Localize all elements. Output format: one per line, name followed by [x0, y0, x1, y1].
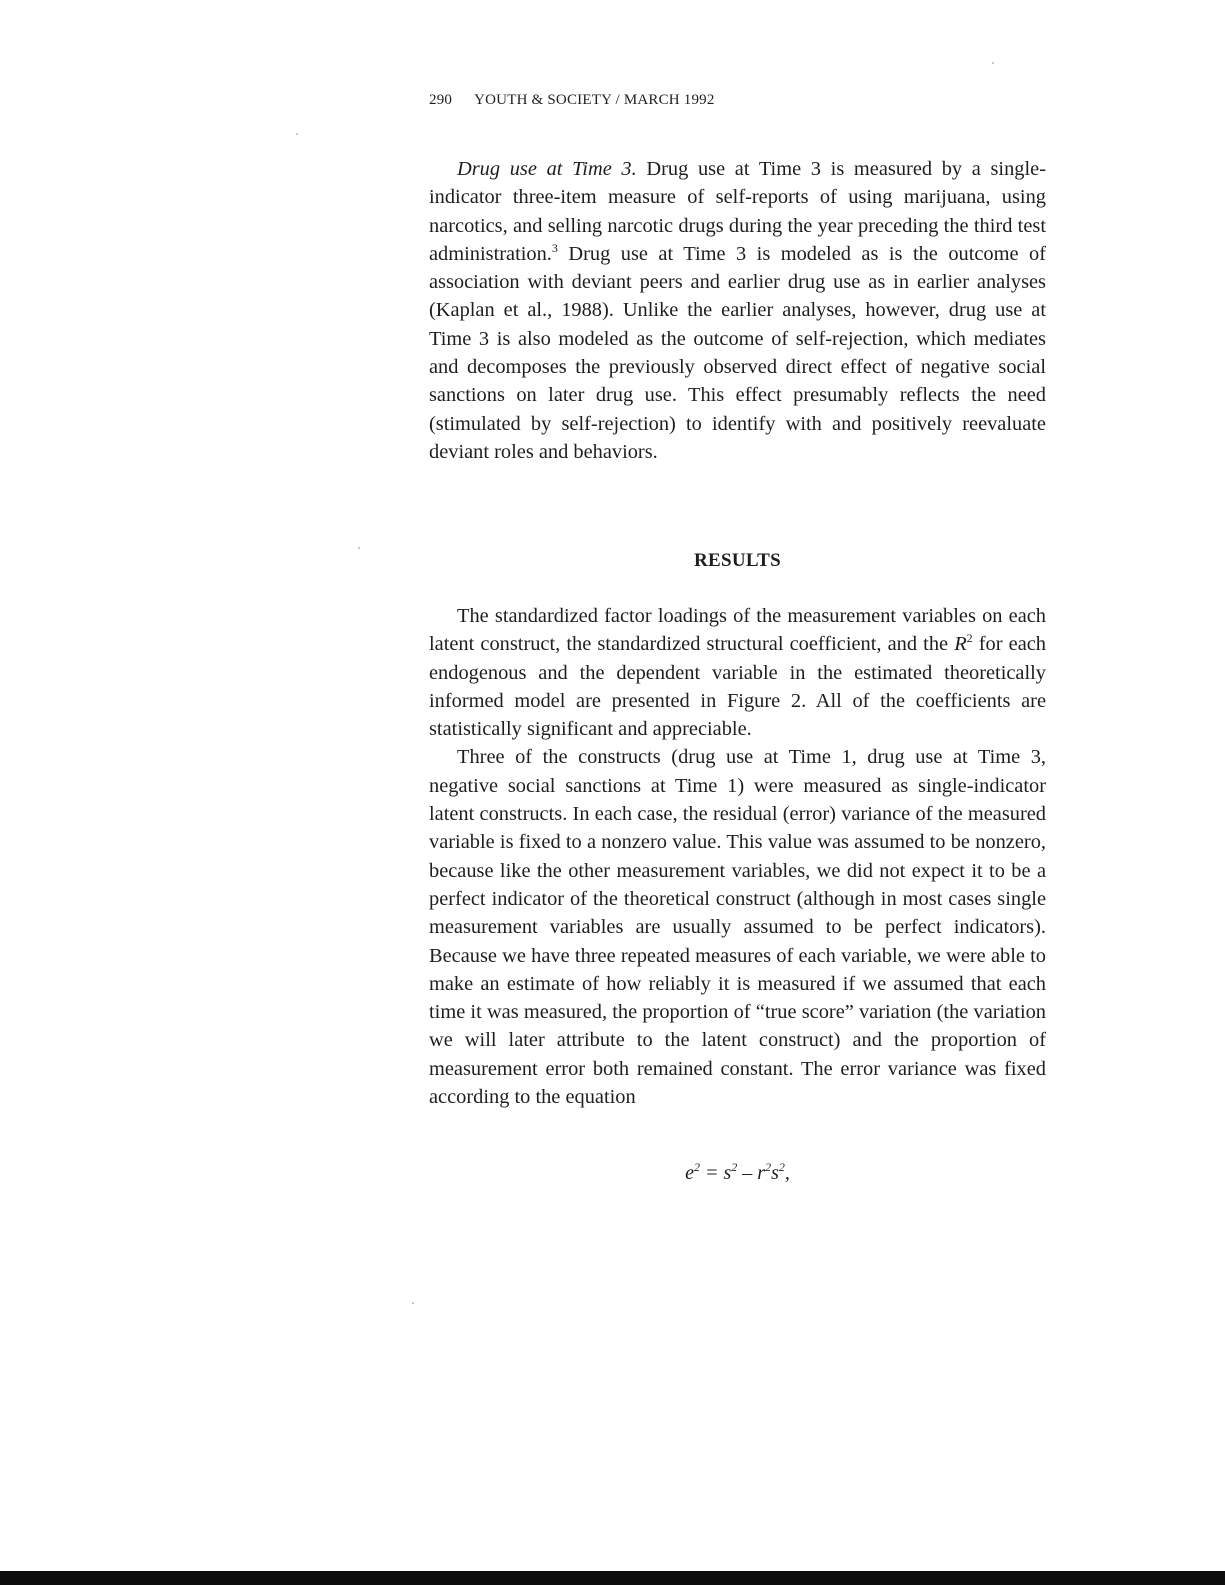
eq-r: r: [757, 1162, 766, 1184]
results-section: [429, 602, 1046, 1111]
eq-s: s: [723, 1162, 732, 1184]
eq-exp: 2: [765, 1160, 772, 1174]
r-symbol: R: [954, 633, 967, 656]
eq-exp: 2: [778, 1160, 785, 1174]
run-in-heading: Drug use at Time 3.: [457, 158, 637, 180]
results-paragraph-2: Three of the constructs (drug use at Time 1, drug use at Time 3, negative social sanctions at Time 1) were measured as single-indicator latent constructs. In each case, the residual (error) variance of the measured variable is fixed to a nonzero value. This value was assumed to be nonzero, because like the other measurement variables, we did not expect it to be a perfect indicator of the theoretical construct (although in most cases single measurement variables are usually assumed to be perfect indicators). Because we have three repeated measures of each variable, we were able to make an estimate of how reliably it is measured if we assumed that each time it was measured, the proportion of “true score” variation (the variation we will later attribute to the latent construct) and the proportion of measurement error both remained constant. The error variance was fixed according to the equation: [429, 746, 1046, 1109]
eq-minus: –: [737, 1162, 758, 1184]
paragraph-text: Drug use at Time 3 is measured by a single-indicator three-item measure of self-reports of using marijuana, using narcotics, and selling narcotic drugs during the year preceding the third test administration.: [429, 158, 1046, 265]
scan-edge-bar: [0, 1571, 1225, 1585]
eq-exp: 2: [694, 1160, 700, 1174]
results-heading: RESULTS: [694, 550, 781, 571]
running-head: [429, 92, 715, 109]
page-number: 290: [429, 92, 453, 108]
paragraph-text: for each endogenous and the dependent variable in the estimated theoretically informed model are presented in Figure 2. All of the coefficients are statistically significant and appreciable.: [429, 633, 1046, 741]
eq-e: e: [685, 1162, 694, 1184]
r-exponent: 2: [966, 631, 973, 646]
eq-exp: 2: [731, 1160, 738, 1174]
scan-speck: [412, 1302, 414, 1304]
eq-s: s: [771, 1162, 779, 1184]
eq-equals: =: [700, 1162, 724, 1184]
paragraph-text: The standardized factor loadings of the measurement variables on each latent construct, the standardized structural coefficient, and the: [429, 605, 1046, 656]
paragraph-text: Drug use at Time 3 is modeled as is the outcome of association with deviant peers and earlier drug use as in earlier analyses (Kaplan et al., 1988). Unlike the earlier analyses, however, drug use at Time 3 is also modeled as the outcome of self-rejection, which mediates and decomposes the previously observed direct effect of negative social sanctions on later drug use. This effect presumably reflects the need (stimulated by self-rejection) to identify with and positively reevaluate deviant roles and behaviors.: [429, 242, 1046, 463]
journal-title: YOUTH & SOCIETY / MARCH 1992: [474, 92, 715, 108]
eq-comma: ,: [784, 1162, 790, 1184]
scan-speck: [296, 133, 298, 135]
drug-use-section: [429, 155, 1046, 466]
scan-speck: [992, 62, 994, 64]
scan-speck: [358, 547, 360, 549]
error-variance-equation: [429, 1160, 1046, 1185]
results-paragraph-1: [429, 602, 1046, 743]
drug-use-paragraph: [429, 155, 1046, 466]
footnote-marker[interactable]: 3: [551, 240, 558, 255]
